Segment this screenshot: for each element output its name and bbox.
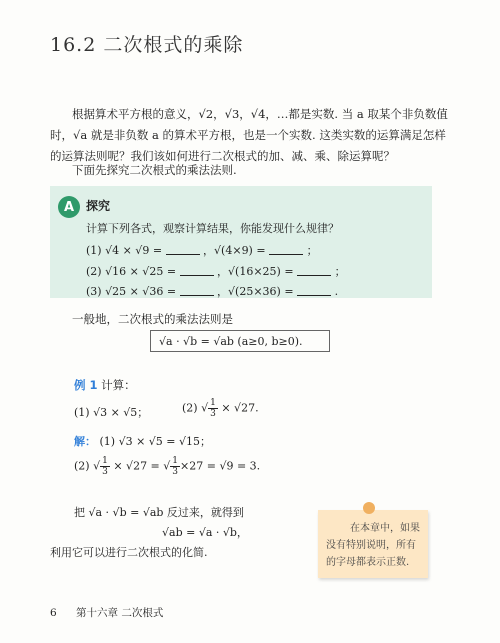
explore-item-2 (86, 263, 346, 279)
explore-box (50, 186, 432, 298)
chapter-name: 第十六章 二次根式 (76, 607, 164, 619)
solution-line-1: 解： (1) √3 × √5 = √15； (74, 435, 212, 448)
note-line-2: 没有特别说明，所有 (326, 540, 416, 551)
answer-blank[interactable] (180, 285, 214, 296)
item-left: √25 × √36 = (105, 285, 177, 298)
example-heading (74, 377, 136, 393)
answer-blank[interactable] (297, 265, 331, 276)
intro-paragraph: 根据算术平方根的意义，√2，√3，√4，…都是实数. 当 a 取某个非负数值时，√a 就是非负数 a 的算术平方根，也是一个实数. 这类实数的运算满足怎样的运算法则呢？我们该如何进行二次根式的加、减、乘、除运算呢？ (50, 107, 448, 163)
explore-icon: A (58, 196, 80, 218)
page-number: 6 (50, 607, 57, 619)
answer-blank[interactable] (166, 244, 200, 255)
explore-prompt: 计算下列各式，观察计算结果，你能发现什么规律？ (86, 222, 339, 235)
answer-blank[interactable] (297, 285, 331, 296)
intro-transition: 下面先探究二次根式的乘法法则. (72, 163, 237, 177)
fraction: $\frac{1}{3}$ (172, 456, 179, 477)
note-line-1: 在本章中，如果 (350, 523, 420, 534)
item-end: ； (334, 265, 346, 278)
explore-title: 探究 (86, 199, 111, 213)
item-label: (3) (86, 285, 102, 298)
note-line-3: 的字母都表示正数. (326, 557, 410, 568)
item-left: √4 × √9 = (105, 244, 163, 257)
item-right: ，√(4×9) = (203, 244, 266, 257)
example-question-2: (2) √ $\frac{1}{3}$ × √27. (182, 398, 259, 419)
sticky-note (318, 510, 428, 578)
explore-item-1 (86, 242, 318, 258)
item-end: . (334, 285, 339, 298)
fraction: $\frac{1}{3}$ (102, 456, 108, 477)
page-footer (50, 605, 163, 620)
answer-blank[interactable] (180, 265, 214, 276)
example-question-1: (1) √3 × √5； (74, 406, 149, 419)
section-title: 16.2 二次根式的乘除 (50, 34, 244, 56)
example-label: 例 1 (74, 378, 98, 392)
item-right: ，√(25×36) = (217, 285, 294, 298)
multiplication-rule-box: √a · √b = √ab (a≥0, b≥0). (150, 330, 330, 352)
item-left: √16 × √25 = (105, 265, 177, 278)
explore-item-3 (86, 283, 338, 299)
solution-label: 解： (74, 435, 96, 448)
rule-intro: 一般地，二次根式的乘法法则是 (72, 312, 233, 326)
item-right: ，√(16×25) = (217, 265, 294, 278)
answer-blank[interactable] (269, 244, 303, 255)
pin-icon (363, 502, 375, 514)
solution-line-2: (2) √ $\frac{1}{3}$ × √27 = √ $\frac{1}{3}$ ×27 = √9 = 3. (74, 456, 261, 477)
fraction: $\frac{1}{3}$ (210, 398, 216, 419)
reverse-line-1: 把 √a · √b = √ab 反过来，就得到 (74, 506, 244, 519)
item-end: ； (306, 244, 318, 257)
item-label: (1) (86, 244, 102, 257)
item-label: (2) (86, 265, 102, 278)
reverse-line-2: √ab = √a · √b， (162, 526, 248, 539)
reverse-line-3: 利用它可以进行二次根式的化简. (50, 546, 208, 559)
example-task: 计算： (101, 378, 136, 392)
